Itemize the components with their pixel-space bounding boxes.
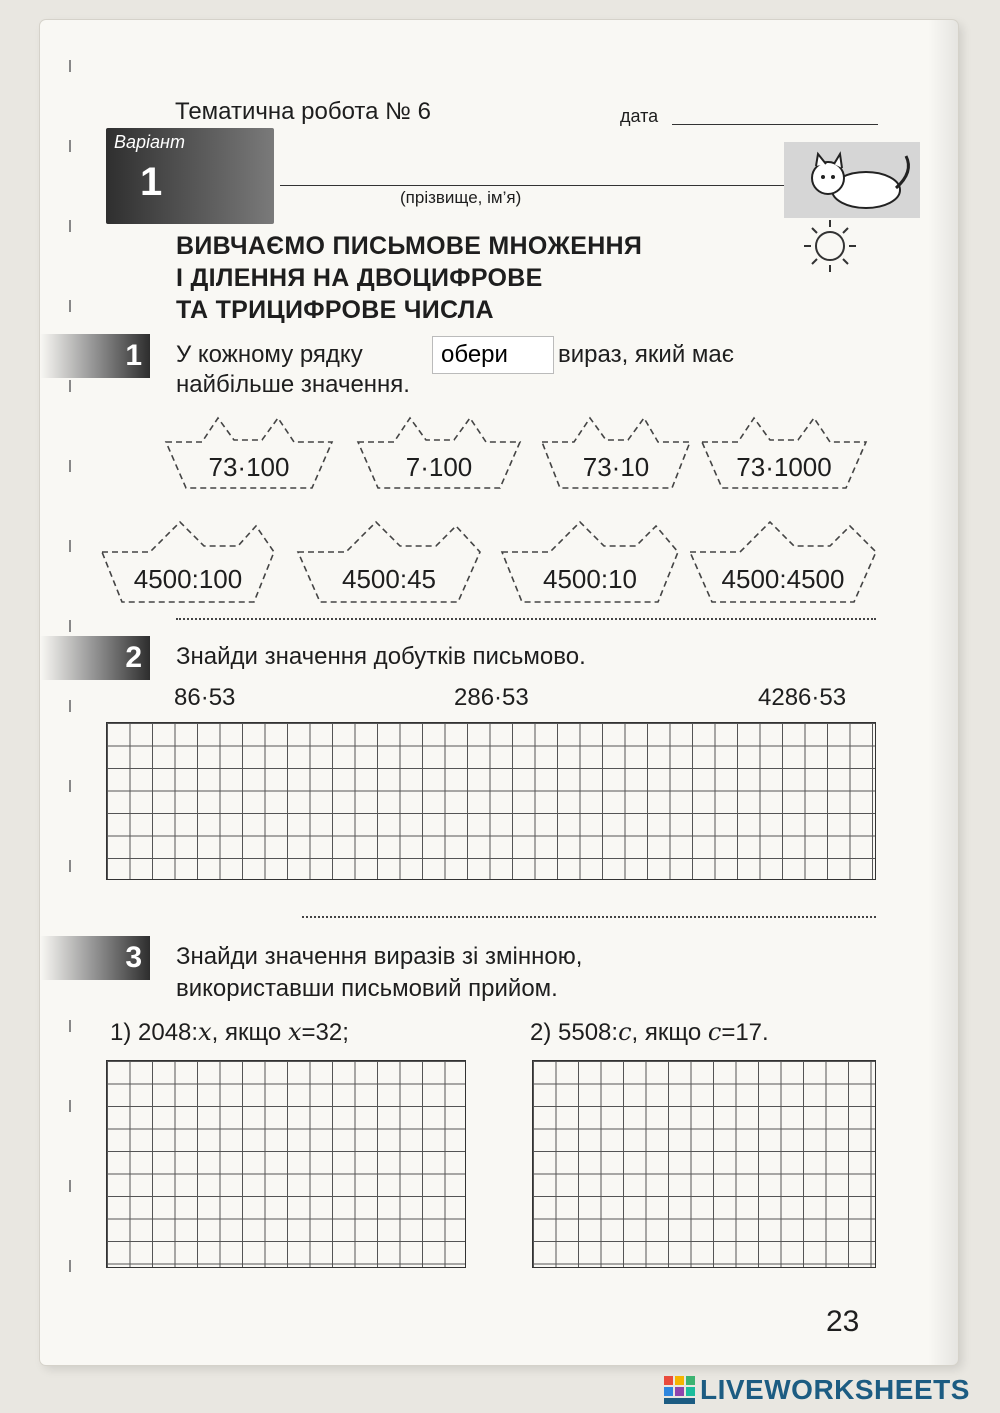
expression-card[interactable] [688, 512, 878, 602]
condition-text: , якщо [631, 1019, 708, 1046]
variable: x [198, 1018, 212, 1046]
expression-text: 73·10 [582, 452, 650, 482]
task2-text: Знайди значення добутків письмово. [176, 643, 586, 670]
answer-grid[interactable] [106, 722, 876, 880]
worksheet-page [40, 20, 958, 1365]
heading-line: І ДІЛЕННЯ НА ДВОЦИФРОВЕ [176, 264, 543, 292]
variable: c [618, 1018, 632, 1046]
expression-card[interactable] [296, 512, 482, 602]
variant-badge [106, 128, 274, 224]
answer-line[interactable] [302, 916, 876, 918]
task1-text-line2: найбільше значення. [176, 371, 410, 398]
cat-illustration [784, 142, 920, 218]
expression-text: 4500:10 [543, 564, 637, 594]
expression-card[interactable] [500, 512, 680, 602]
expression-text: 73·1000 [736, 452, 832, 482]
product-2: 286·53 [454, 684, 529, 711]
task3-text-line2: використавши письмовий прийом. [176, 975, 558, 1002]
expression-text: 4500:45 [342, 564, 436, 594]
variable: x [287, 1018, 302, 1046]
date-line [672, 124, 878, 125]
sun-icon [800, 216, 860, 276]
expression-text: 4500:100 [133, 564, 243, 594]
condition-text: , якщо [211, 1019, 288, 1046]
answer-grid[interactable] [106, 1060, 466, 1268]
choice-input[interactable] [432, 336, 554, 374]
task-number-3: 3 [40, 936, 150, 980]
answer-line[interactable] [176, 618, 876, 620]
task3-text-line1: Знайди значення виразів зі змінною, [176, 943, 583, 970]
product-3: 4286·53 [758, 684, 847, 711]
answer-grid[interactable] [532, 1060, 876, 1268]
date-label: дата [620, 106, 659, 126]
expression-card[interactable] [354, 412, 524, 488]
task-number-2: 2 [40, 636, 150, 680]
variable: c [707, 1018, 722, 1046]
liveworksheets-logo-icon [664, 1376, 696, 1406]
condition-value: =32; [301, 1019, 349, 1046]
heading-line: ВИВЧАЄМО ПИСЬМОВЕ МНОЖЕННЯ [176, 232, 643, 260]
problem-expression: 5508: [558, 1019, 619, 1046]
expression-text: 7·100 [405, 452, 473, 482]
page-number: 23 [826, 1305, 860, 1338]
variant-number: 1 [140, 160, 163, 204]
variant-word: Варіант [114, 132, 185, 152]
name-hint: (прізвище, ім’я) [400, 188, 522, 207]
task-number-1: 1 [40, 334, 150, 378]
name-line [280, 185, 840, 186]
expression-text: 4500:4500 [721, 564, 845, 594]
task1-text-after: вираз, який має [558, 341, 734, 368]
task1-text-before: У кожному рядку [176, 341, 363, 368]
expression-text: 73·100 [208, 452, 290, 482]
brand-watermark: LIVEWORKSHEETS [700, 1374, 970, 1405]
expression-card[interactable] [100, 512, 276, 602]
heading-line: ТА ТРИЦИФРОВЕ ЧИСЛА [176, 296, 494, 324]
binding-marks [56, 60, 76, 1310]
problem-1 [110, 1018, 349, 1047]
condition-value: =17. [721, 1019, 769, 1046]
expression-card[interactable] [162, 412, 336, 488]
problem-label: 2) [530, 1019, 552, 1046]
problem-label: 1) [110, 1019, 132, 1046]
lesson-heading [176, 230, 642, 326]
expression-card[interactable] [538, 412, 694, 488]
product-1: 86·53 [174, 684, 236, 711]
problem-expression: 2048: [138, 1019, 199, 1046]
expression-card[interactable] [698, 412, 870, 488]
problem-2 [530, 1018, 769, 1047]
page-title: Тематична робота № 6 [175, 98, 431, 125]
